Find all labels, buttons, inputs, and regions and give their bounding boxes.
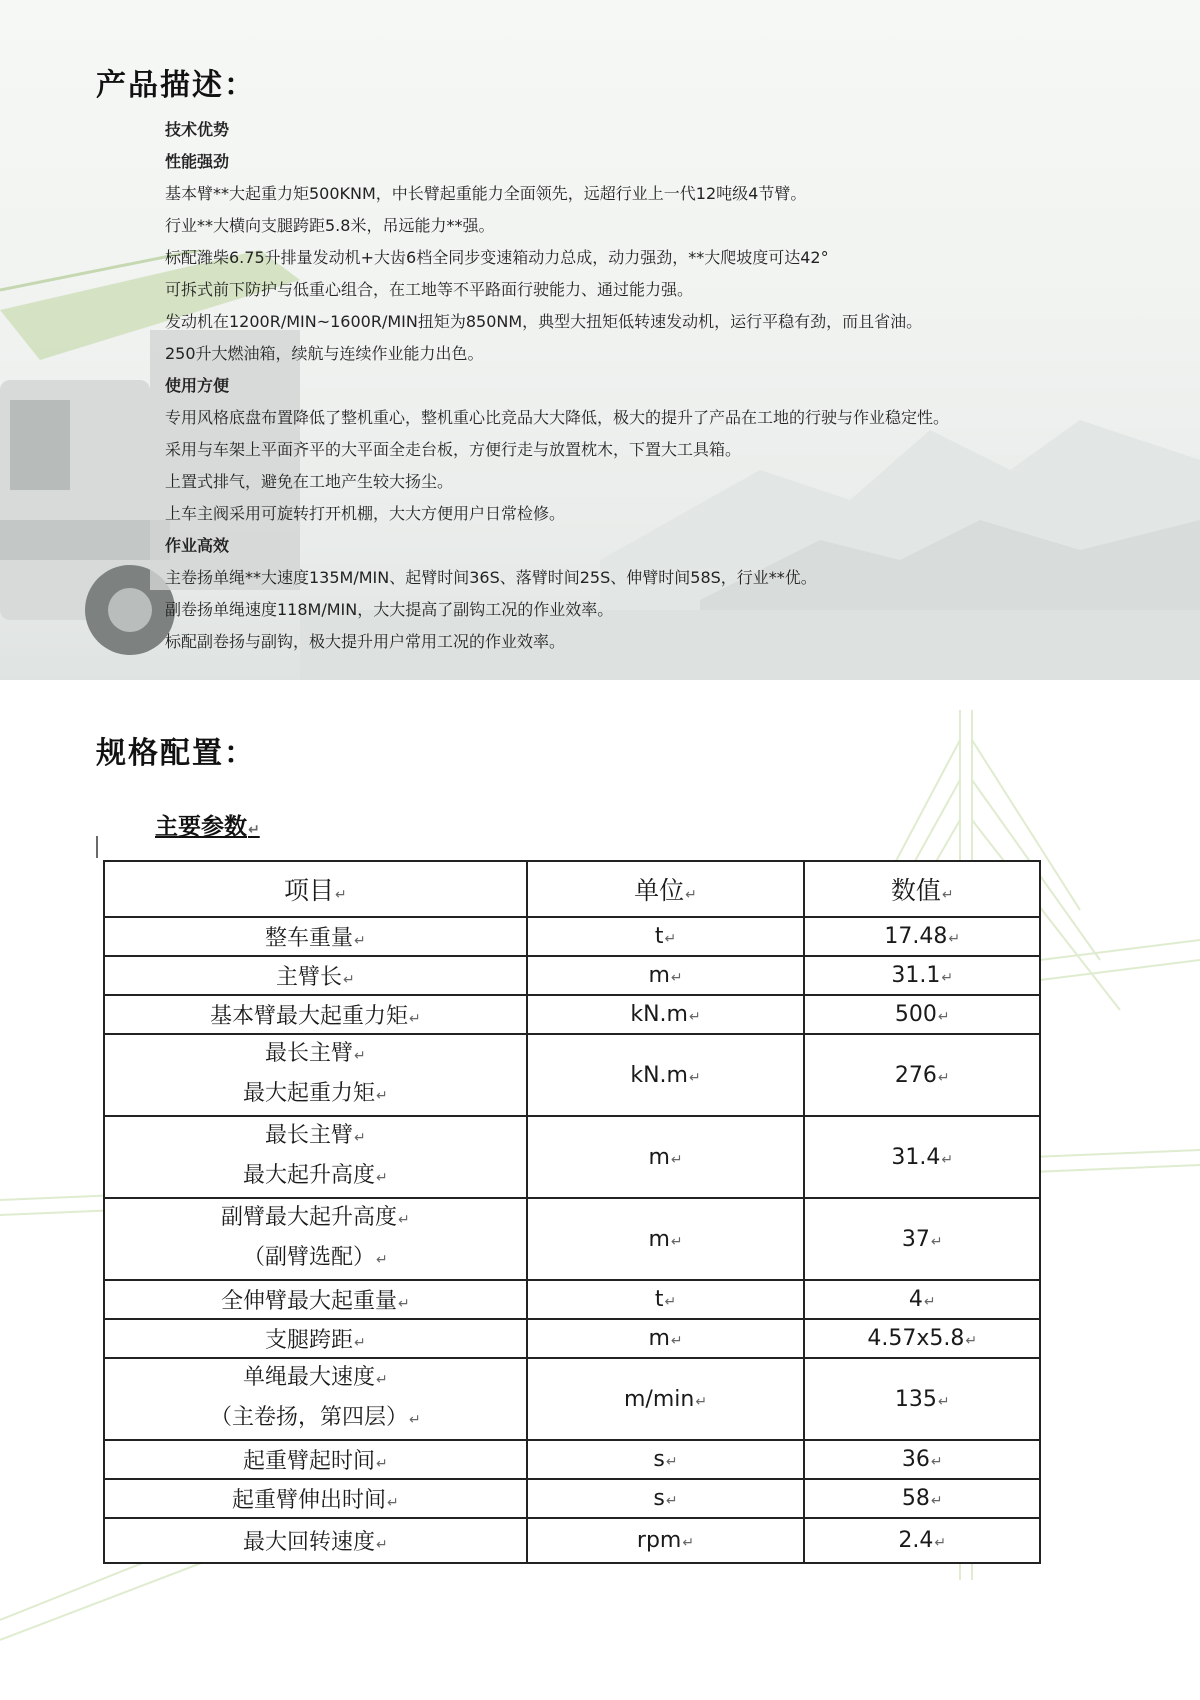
- return-mark: ↵: [937, 1069, 950, 1086]
- value-cell-text: 37: [901, 1226, 930, 1252]
- item-cell: [104, 1440, 527, 1479]
- unit-cell: [527, 1198, 805, 1280]
- item-label: 主臂长: [275, 965, 342, 990]
- description-line: 标配副卷扬与副钩，极大提升用户常用工况的作业效率。: [165, 632, 566, 651]
- value-cell: [804, 1034, 1040, 1116]
- item-cell: [104, 1358, 527, 1440]
- item-text: [210, 1004, 421, 1029]
- return-mark: ↵: [965, 1333, 978, 1349]
- return-mark: ↵: [375, 1456, 388, 1472]
- unit-cell: [527, 1479, 805, 1518]
- unit-cell: [527, 1280, 805, 1319]
- item-text: [105, 1399, 526, 1439]
- item-cell: [104, 1280, 527, 1319]
- return-mark: ↵: [664, 931, 677, 947]
- return-mark: ↵: [688, 1009, 701, 1025]
- column-header-unit: 单位↵: [527, 861, 805, 917]
- table-row: [104, 956, 1040, 995]
- unit-cell: [527, 1319, 805, 1358]
- return-mark: ↵: [353, 933, 366, 949]
- value-cell-text: 58: [901, 1486, 930, 1511]
- item-label: 最大回转速度: [242, 1530, 375, 1555]
- return-mark: ↵: [342, 972, 355, 988]
- unit-cell: [527, 1034, 805, 1116]
- item-cell: [104, 917, 527, 956]
- value-cell: [804, 1358, 1040, 1440]
- unit-cell: [527, 1440, 805, 1479]
- unit-cell: [527, 956, 805, 995]
- return-mark: ↵: [930, 1454, 943, 1470]
- unit-cell-text: kN.m: [630, 1002, 688, 1027]
- item-label: （副臂选配）: [242, 1245, 375, 1270]
- item-text: [232, 1488, 399, 1513]
- return-mark: ↵: [375, 1537, 388, 1553]
- value-cell: [804, 1518, 1040, 1563]
- item-label: 最长主臂: [264, 1041, 353, 1066]
- item-label: 起重臂起时间: [242, 1449, 375, 1474]
- paragraph-marker: [96, 836, 102, 858]
- return-mark: ↵: [941, 1151, 954, 1168]
- value-cell-text: 31.4: [891, 1144, 941, 1170]
- description-line: 行业**大横向支腿跨距5.8米，吊远能力**强。: [165, 216, 495, 235]
- return-mark: ↵: [353, 1048, 366, 1064]
- value-cell-text: 135: [894, 1386, 937, 1412]
- return-mark: ↵: [682, 1535, 695, 1551]
- return-mark: ↵: [937, 1009, 950, 1025]
- unit-cell: [527, 1116, 805, 1198]
- table-header-row: [104, 861, 1040, 917]
- value-cell: [804, 917, 1040, 956]
- return-mark: ↵: [665, 1454, 678, 1470]
- item-cell: [104, 1034, 527, 1116]
- unit-cell: [527, 995, 805, 1034]
- return-mark: ↵: [375, 1170, 388, 1186]
- description-line: 基本臂**大起重力矩500KNM，中长臂起重能力全面领先，远超行业上一代12吨级4节臂。: [165, 184, 807, 203]
- return-mark: ↵: [397, 1212, 410, 1228]
- item-text: [265, 1328, 366, 1353]
- item-label: 副臂最大起升高度: [220, 1205, 397, 1230]
- item-label: 最长主臂: [264, 1123, 353, 1148]
- spec-title: 规格配置：: [96, 736, 256, 771]
- unit-cell-text: t: [654, 1287, 664, 1312]
- return-mark: ↵: [695, 1393, 708, 1410]
- value-cell: [804, 956, 1040, 995]
- value-cell: [804, 1479, 1040, 1518]
- unit-cell-text: s: [653, 1447, 665, 1472]
- value-cell: [804, 1440, 1040, 1479]
- item-label: 支腿跨距: [264, 1328, 353, 1353]
- unit-cell-text: m: [648, 1226, 670, 1252]
- return-mark: ↵: [670, 970, 683, 986]
- item-text: [105, 1359, 526, 1399]
- value-cell: [804, 1319, 1040, 1358]
- return-mark: ↵: [353, 1335, 366, 1351]
- item-text: [105, 1117, 526, 1157]
- return-mark: ↵: [408, 1011, 421, 1027]
- value-cell-text: 36: [901, 1447, 930, 1472]
- description-title: 产品描述：: [96, 68, 256, 103]
- description-subheading: 性能强劲: [165, 152, 230, 171]
- item-text: [243, 1530, 388, 1555]
- table-row: [104, 917, 1040, 956]
- value-cell: [804, 1198, 1040, 1280]
- return-mark: ↵: [670, 1151, 683, 1168]
- unit-cell-text: rpm: [636, 1528, 682, 1553]
- main-parameters-table: [103, 860, 1041, 1564]
- item-cell: [104, 1479, 527, 1518]
- item-label: 最大起升高度: [242, 1163, 375, 1188]
- return-mark: ↵: [670, 1333, 683, 1349]
- unit-cell-text: kN.m: [630, 1062, 688, 1088]
- item-text: [105, 1035, 526, 1075]
- value-cell: [804, 1116, 1040, 1198]
- return-mark: ↵: [386, 1495, 399, 1511]
- item-label: 全伸臂最大起重量: [220, 1289, 397, 1314]
- return-mark: ↵: [688, 1069, 701, 1086]
- table-title: 主要参数↵: [155, 814, 260, 840]
- item-text: [105, 1075, 526, 1115]
- table-row: [104, 1280, 1040, 1319]
- return-mark: ↵: [665, 1493, 678, 1509]
- unit-cell-text: s: [653, 1486, 665, 1511]
- return-mark: ↵: [397, 1296, 410, 1312]
- value-cell-text: 500: [894, 1002, 937, 1027]
- return-mark: ↵: [670, 1233, 683, 1250]
- description-line: 上车主阀采用可旋转打开机棚，大大方便用户日常检修。: [165, 504, 566, 523]
- item-cell: [104, 956, 527, 995]
- description-line: 采用与车架上平面齐平的大平面全走台板，方便行走与放置枕木，下置大工具箱。: [165, 440, 742, 459]
- value-cell-text: 2.4: [898, 1528, 934, 1553]
- item-text: [105, 1157, 526, 1197]
- return-mark: ↵: [948, 931, 961, 947]
- description-line: 发动机在1200R/MIN~1600R/MIN扭矩为850NM，典型大扭矩低转速发动机，运行平稳有劲，而且省油。: [165, 312, 923, 331]
- value-cell-text: 276: [894, 1062, 937, 1088]
- description-subheading: 使用方便: [165, 376, 230, 395]
- description-body: [165, 114, 1145, 658]
- item-cell: [104, 995, 527, 1034]
- unit-cell: [527, 1358, 805, 1440]
- item-label: （主卷扬，第四层）: [209, 1405, 408, 1430]
- description-line: 主卷扬单绳**大速度135M/MIN、起臂时间36S、落臂时间25S、伸臂时间58S，行业**优。: [165, 568, 817, 587]
- item-text: [221, 1289, 410, 1314]
- table-row: [104, 1479, 1040, 1518]
- return-mark: ↵: [664, 1294, 677, 1310]
- description-line: 专用风格底盘布置降低了整机重心，整机重心比竞品大大降低，极大的提升了产品在工地的行驶与作业稳定性。: [165, 408, 950, 427]
- item-label: 最大起重力矩: [242, 1081, 375, 1106]
- product-description-section: [0, 0, 1200, 680]
- table-row: [104, 1518, 1040, 1563]
- item-cell: [104, 1319, 527, 1358]
- item-text: [243, 1449, 388, 1474]
- table-row: [104, 1358, 1040, 1440]
- table-row: [104, 1198, 1040, 1280]
- value-cell: [804, 1280, 1040, 1319]
- return-mark: ↵: [941, 970, 954, 986]
- column-header-item: 项目↵: [104, 861, 527, 917]
- return-mark: ↵: [353, 1130, 366, 1146]
- item-cell: [104, 1198, 527, 1280]
- return-mark: ↵: [934, 1535, 947, 1551]
- item-cell: [104, 1518, 527, 1563]
- unit-cell-text: m: [648, 1326, 670, 1351]
- return-mark: ↵: [375, 1088, 388, 1104]
- description-line: 上置式排气，避免在工地产生较大扬尘。: [165, 472, 454, 491]
- table-row: [104, 1034, 1040, 1116]
- description-line: 250升大燃油箱，续航与连续作业能力出色。: [165, 344, 484, 363]
- table-row: [104, 1440, 1040, 1479]
- return-mark: ↵: [375, 1252, 388, 1268]
- return-mark: ↵: [930, 1233, 943, 1250]
- description-subheading: 作业高效: [165, 536, 230, 555]
- table-row: [104, 1319, 1040, 1358]
- item-text: [276, 965, 355, 990]
- description-subheading: 技术优势: [165, 120, 230, 139]
- value-cell-text: 4: [908, 1287, 923, 1312]
- item-label: 起重臂伸出时间: [231, 1488, 386, 1513]
- return-mark: ↵: [408, 1412, 421, 1428]
- unit-cell: [527, 1518, 805, 1563]
- item-text: [105, 1199, 526, 1239]
- unit-cell-text: m: [648, 963, 670, 988]
- item-label: 基本臂最大起重力矩: [209, 1004, 408, 1029]
- table-row: [104, 995, 1040, 1034]
- item-label: 单绳最大速度: [242, 1365, 375, 1390]
- item-text: [265, 926, 366, 951]
- table-row: [104, 1116, 1040, 1198]
- unit-cell-text: t: [654, 924, 664, 949]
- value-cell-text: 31.1: [891, 963, 941, 988]
- return-mark: ↵: [375, 1372, 388, 1388]
- unit-cell-text: m: [648, 1144, 670, 1170]
- value-cell-text: 17.48: [884, 924, 948, 949]
- item-cell: [104, 1116, 527, 1198]
- return-mark: ↵: [930, 1493, 943, 1509]
- column-header-value: 数值↵: [804, 861, 1040, 917]
- value-cell: [804, 995, 1040, 1034]
- description-line: 标配潍柴6.75升排量发动机+大齿6档全同步变速箱动力总成，动力强劲，**大爬坡度可达42°: [165, 248, 829, 267]
- item-label: 整车重量: [264, 926, 353, 951]
- description-line: 可拆式前下防护与低重心组合，在工地等不平路面行驶能力、通过能力强。: [165, 280, 694, 299]
- return-mark: ↵: [937, 1393, 950, 1410]
- return-mark: ↵: [923, 1294, 936, 1310]
- unit-cell: [527, 917, 805, 956]
- unit-cell-text: m/min: [623, 1386, 695, 1412]
- item-text: [105, 1239, 526, 1279]
- description-line: 副卷扬单绳速度118M/MIN，大大提高了副钩工况的作业效率。: [165, 600, 614, 619]
- value-cell-text: 4.57x5.8: [867, 1326, 965, 1351]
